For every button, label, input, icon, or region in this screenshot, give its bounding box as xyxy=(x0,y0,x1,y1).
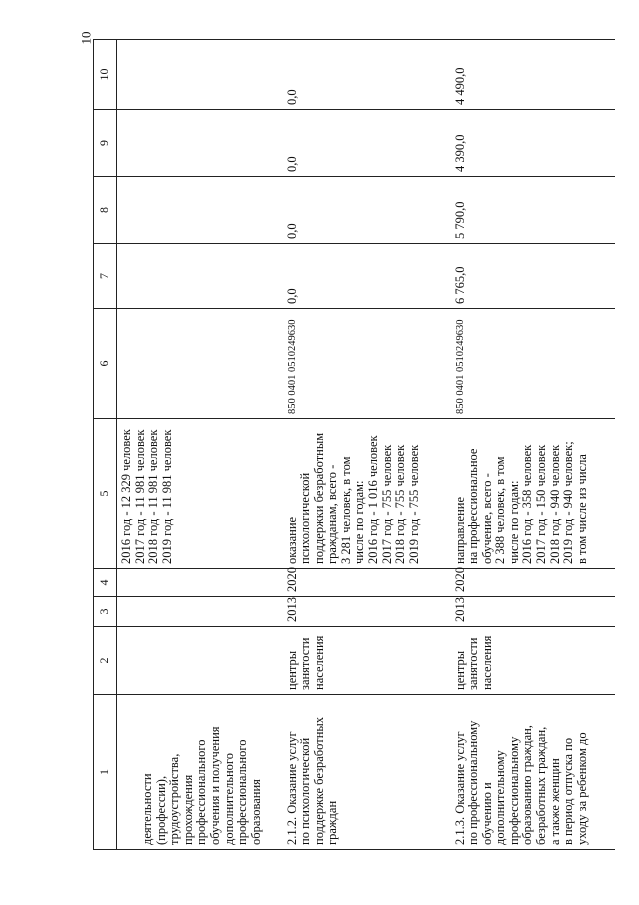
amount-cell xyxy=(117,40,283,110)
header-row xyxy=(94,40,117,850)
amount-cell: 0,0 xyxy=(283,110,451,177)
rotated-table-container xyxy=(93,40,613,850)
header-col-7: 7 xyxy=(94,244,117,309)
activity-name-cell: 2.1.3. Оказание услуг по профессиональному обучению и дополнительному профессиональному образованию граждан, безработных граждан, а также женщин в период отпуска по уходу за ребенком до xyxy=(451,695,615,850)
result-cell: 2016 год - 12 329 человек 2017 год - 11 981 человек 2018 год - 11 981 человек 2019 год - 11 981 человек xyxy=(117,419,283,569)
end-year-cell xyxy=(117,569,283,597)
budget-code-cell: 850 0401 0510249630 xyxy=(283,309,451,419)
header-col-6: 6 xyxy=(94,309,117,419)
amount-cell: 0,0 xyxy=(283,177,451,244)
amount-cell: 0,0 xyxy=(283,40,451,110)
result-cell: направление на профессиональное обучение, всего - 2 388 человек, в том числе по годам: 2016 год - 358 человек 2017 год - 150 человек 2018 год - 940 человек 2019 год - 940 человек; в том числе из числа xyxy=(451,419,615,569)
amount-cell: 5 790,0 xyxy=(451,177,615,244)
end-year-cell: 2020 xyxy=(283,569,451,597)
program-table xyxy=(93,39,615,850)
header-col-2: 2 xyxy=(94,627,117,695)
table-row xyxy=(283,40,451,850)
result-cell: оказание психологической поддержки безработным гражданам, всего - 3 281 человек, в том числе по годам: 2016 год - 1 016 человек 2017 год - 755 человек 2018 год - 755 человек 2019 год - 755 человек xyxy=(283,419,451,569)
start-year-cell: 2013 xyxy=(451,597,615,627)
table-row xyxy=(117,40,283,850)
budget-code-cell xyxy=(117,309,283,419)
header-col-1: 1 xyxy=(94,695,117,850)
header-col-10: 10 xyxy=(94,40,117,110)
header-col-4: 4 xyxy=(94,569,117,597)
amount-cell: 4 390,0 xyxy=(451,110,615,177)
amount-cell: 4 490,0 xyxy=(451,40,615,110)
page-number: 10 xyxy=(78,31,94,45)
budget-code-cell: 850 0401 0510249630 xyxy=(451,309,615,419)
header-col-5: 5 xyxy=(94,419,117,569)
executor-cell xyxy=(117,627,283,695)
amount-cell xyxy=(117,244,283,309)
activity-name-cell: деятельности (профессии), трудоустройства, прохождения профессионального обучения и получения дополнительного профессионального образования xyxy=(117,695,283,850)
start-year-cell: 2013 xyxy=(283,597,451,627)
activity-name-cell: 2.1.2. Оказание услуг по психологической поддержке безработных граждан xyxy=(283,695,451,850)
header-col-9: 9 xyxy=(94,110,117,177)
end-year-cell: 2020 xyxy=(451,569,615,597)
start-year-cell xyxy=(117,597,283,627)
amount-cell: 6 765,0 xyxy=(451,244,615,309)
executor-cell: центры занятости населения xyxy=(283,627,451,695)
amount-cell: 0,0 xyxy=(283,244,451,309)
executor-cell: центры занятости населения xyxy=(451,627,615,695)
amount-cell xyxy=(117,110,283,177)
header-col-8: 8 xyxy=(94,177,117,244)
header-col-3: 3 xyxy=(94,597,117,627)
table-row xyxy=(451,40,615,850)
amount-cell xyxy=(117,177,283,244)
